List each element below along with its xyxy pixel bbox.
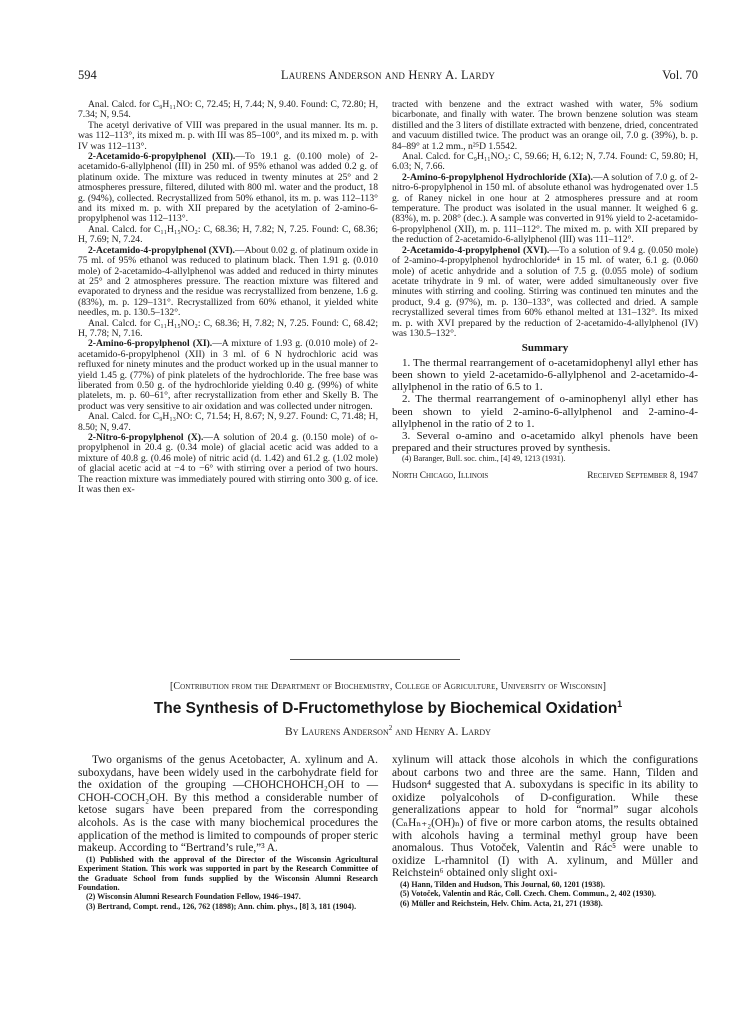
analysis-paragraph: Anal. Calcd. for C₁₁H₁₅NO₂: C, 68.36; H, 7.82; N, 7.25. Found: C, 68.42; H, 7.78; N, 7.16. — [78, 317, 378, 339]
footnote: (4) Hann, Tilden and Hudson, This Journal, 60, 1201 (1938). — [400, 879, 605, 889]
procedure-paragraph — [392, 246, 698, 340]
procedure-paragraph — [78, 339, 378, 412]
compound-heading: 2-Amino-6-propylphenol (XI). — [88, 338, 213, 350]
body-paragraph: xylinum will attack those alcohols in which the configurations about carbons two and three are the same. Hann, Tilden and Hudson⁴ suggested that A. suboxydans is specific in its ability to oxidize polyalcohols of D-configuration. While these generalizations appear to hold for “normal” sugar alcohols (CₙHₙ₊₂(OH)ₙ) of five or more carbon atoms, the results obtained with alcohols having a terminal methyl group have been anomalous. Thus Votoček, Valentin and Rác⁵ were unable to oxidize L-rhamnitol (I) with A. xylinum, and Müller and Reichstein⁶ obtained only slight oxi- — [392, 754, 698, 880]
summary-item: 1. The thermal rearrangement of o-acetamidophenyl allyl ether has been shown to yield 2-acetamido-6-allylphenol and 2-acetamido-4-allylphenol in the ratio of 6.5 to 1. — [392, 356, 698, 394]
article-title — [78, 700, 698, 718]
body-paragraph: The acetyl derivative of VIII was prepared in the usual manner. Its m. p. was 112–113°, its mixed m. p. with III was 85–100°, and its mixed m. p. with IV was 112–113°. — [78, 119, 378, 152]
byline-first: By Laurens Anderson — [285, 726, 389, 738]
page-number: 594 — [78, 68, 97, 82]
compound-heading: 2-Amino-6-propylphenol Hydrochloride (XIa). — [402, 171, 593, 183]
summary-item: 3. Several o-amino and o-acetamido alkyl phenols have been prepared and their structures proved by synthesis. — [392, 429, 698, 455]
procedure-paragraph — [78, 246, 378, 319]
footnote: (4) Baranger, Bull. soc. chim., [4] 49, 1213 (1931). — [402, 454, 566, 464]
footnote: (6) Müller and Reichstein, Helv. Chim. Acta, 21, 271 (1938). — [400, 898, 603, 908]
running-head-authors: Laurens Anderson and Henry A. Lardy — [280, 68, 496, 82]
contribution-line: [Contribution from the Department of Biochemistry, College of Agriculture, University of Wisconsin] — [169, 681, 607, 692]
footnote: (5) Votoček, Valentin and Rác, Coll. Czech. Chem. Commun., 2, 402 (1930). — [400, 889, 656, 899]
procedure-text: —To 19.1 g. (0.100 mole) of 2-acetamido-6-allylphenol (III) in 250 ml. of 95% ethanol was added 0.2 g. of platinum oxide. The mixture was reduced in twenty minutes at 25° and 2 atmospheres pressure, filtered, diluted with 800 ml. water and the product, 18 g. (94%), collected. Recrystallized from 50% ethanol, its m. p. was 112–113° and its mixed m. p. with XII prepared by the acetylation of 2-amino-6-propylphenol was 112–113°. — [78, 151, 378, 225]
footnote: (2) Wisconsin Alumni Research Foundation Fellow, 1946–1947. — [86, 892, 301, 902]
procedure-paragraph — [78, 433, 378, 495]
location-text: North Chicago, Illinois — [392, 471, 489, 482]
procedure-paragraph — [392, 173, 698, 246]
byline-second: and Henry A. Lardy — [392, 726, 491, 738]
procedure-text: —A solution of 20.4 g. (0.150 mole) of o-propylphenol in 20.4 g. (0.34 mole) of glacial acetic acid was added to a mixture of 40.8 g. (0.46 mole) of nitric acid (d. 1.42) and 61.2 g. (1.02 mole) of glacial acetic acid at −4 to −6° with stirring over a period of two hours. The reaction mixture was immediately poured with stirring onto 300 g. of ice. It was then ex- — [78, 432, 378, 496]
footnote: (1) Published with the approval of the Director of the Wisconsin Agricultural Experiment Station. This work was supported in part by the Research Committee of the Graduate School from funds supplied by the Wisconsin Alumni Research Foundation. — [78, 854, 378, 892]
procedure-text: —A solution of 7.0 g. of 2-nitro-6-propylphenol in 150 ml. of absolute ethanol was hydrogenated over 1.5 g. of Raney nickel in one hour at 2 atmospheres pressure and at room temperature. The product was isolated in the usual manner. It weighed 6 g. (83%), m. p. 208° (dec.). A sample was converted in 91% yield to 2-acetamido-6-propylphenol (XII), m. p. 111–112°. The mixed m. p. with XII prepared by the reduction of 2-acetamido-6-allylphenol (III) was 111–112°. — [392, 171, 698, 246]
bottom-left-column — [78, 754, 378, 911]
analysis-paragraph: Anal. Calcd. for C₁₁H₁₅NO₂: C, 68.36; H, 7.82; N, 7.25. Found: C, 68.36; H, 7.69; N, 7.24. — [78, 223, 378, 246]
summary-heading: Summary — [521, 342, 569, 355]
footnote: (3) Bertrand, Compt. rend., 126, 762 (1898); Ann. chim. phys., [8] 3, 181 (1904). — [86, 901, 357, 911]
top-right-column — [392, 100, 698, 482]
procedure-text: —A mixture of 1.93 g. (0.010 mole) of 2-acetamido-6-propylphenol (XII) in 3 ml. of 6 N hydrochloric acid was refluxed for ninety minutes and the product worked up in the usual manner to yield 1.45 g. (77%) of pink platelets of the hydrochloride. The free base was liberated from 0.50 g. of the hydrochloride yielding 0.40 g. (99%) of white platelets, m. p. 60–61°, after recrystallization from ether and Skelly B. The product was very sensitive to air oxidation and was collected under nitrogen. — [78, 338, 378, 412]
section-divider — [290, 659, 460, 660]
running-header — [78, 68, 698, 84]
procedure-text: —About 0.02 g. of platinum oxide in 75 ml. of 95% ethanol was reduced to platinum black. Then 1.91 g. (0.010 mole) of 2-acetamido-4-allylphenol was added and reduced in thirty minutes at 25° and 2 atmospheres pressure. The reaction mixture was filtered and evaporated to dryness and the residue was recrystallized from benzene, 1.6 g. (83%), m. p. 129–131°. Recrystallized from 60% ethanol, it yielded white needles, m. p. 130.5–132°. — [78, 244, 378, 319]
title-footnote-marker: 1 — [617, 698, 623, 709]
analysis-paragraph: Anal. Calcd. for C₉H₁₃NO: C, 71.54; H, 8.67; N, 9.27. Found: C, 71.48; H, 8.50; N, 9.47. — [78, 411, 378, 433]
byline-footnote-marker: 2 — [388, 724, 393, 733]
volume-label: Vol. 70 — [662, 68, 698, 82]
summary-list — [392, 357, 698, 455]
analysis-paragraph: Anal. Calcd. for C₉H₁₁NO₃: C, 59.66; H, 6.12; N, 7.74. Found: C, 59.80; H, 6.03; N, 7.66. — [392, 151, 698, 173]
body-paragraph: Two organisms of the genus Acetobacter, A. xylinum and A. suboxydans, have been widely used in the carbohydrate field for the oxidation of the grouping —CHOHCHOHCH₂OH to —CHOH-COCH₂OH. By this method a considerable number of ketose sugars have been prepared from the corresponding alcohols. As is the case with many biochemical procedures the application of the method is limited to compounds of proper steric makeup. According to “Bertrand’s rule,”³ A. — [78, 754, 378, 855]
compound-heading: 2-Acetamido-4-propylphenol (XVI). — [402, 244, 550, 256]
summary-item: 2. The thermal rearrangement of o-aminophenyl allyl ether has been shown to yield 2-amino-6-allylphenol and 2-amino-4-allylphenol in the ratio of 2 to 1. — [392, 393, 698, 430]
top-left-column — [78, 100, 378, 495]
compound-heading: 2-Nitro-6-propylphenol (X). — [88, 432, 204, 443]
analysis-paragraph: Anal. Calcd. for C₉H₁₁NO: C, 72.45; H, 7.44; N, 9.40. Found: C, 72.80; H, 7.34; N, 9.54. — [78, 99, 378, 121]
procedure-paragraph — [78, 152, 378, 225]
received-line — [392, 471, 698, 481]
compound-heading: 2-Acetamido-4-propylphenol (XVI). — [88, 244, 235, 256]
bottom-right-column — [392, 754, 698, 908]
title-text: The Synthesis of D-Fructomethylose by Biochemical Oxidation — [153, 700, 618, 717]
byline — [78, 726, 698, 738]
compound-heading: 2-Acetamido-6-propylphenol (XII). — [88, 151, 236, 163]
received-date: Received September 8, 1947 — [587, 471, 698, 482]
procedure-text: —To a solution of 9.4 g. (0.050 mole) of 2-amino-4-propylphenol hydrochloride⁴ in 15 ml. of water, 6.1 g. (0.060 mole) of acetic anhydride and a solution of 7.5 g. (0.055 mole) of sodium acetate trihydrate in 9 ml. of water, were added simultaneously over five minutes with stirring and cooling. Stirring was continued ten minutes and the product, 9.4 g. (97%), m. p. 130–133°, was collected and dried. A sample recrystallized several times from 60% ethanol melted at 131–132°. Its mixed m. p. with XVI prepared by the reduction of 2-acetamido-4-allylphenol (IV) was 130.5–132°. — [392, 244, 698, 339]
body-paragraph: tracted with benzene and the extract washed with water, 5% sodium bicarbonate, and finally with water. The brown benzene solution was steam distilled and the 3 liters of distillate extracted with benzene, dried, concentrated and vacuum distilled twice. The product was an orange oil, 7.0 g. (39%), b. p. 84–89° at 1.2 mm., n²⁵D 1.5542. — [392, 99, 698, 152]
